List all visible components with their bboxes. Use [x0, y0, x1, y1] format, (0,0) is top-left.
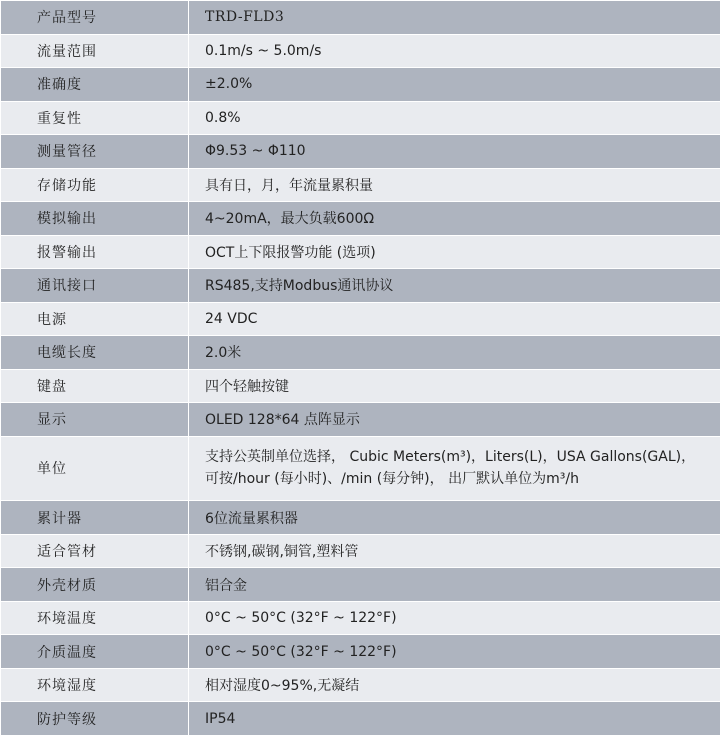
spec-row-housing-material — [1, 568, 721, 602]
spec-value: 24 VDC — [189, 302, 721, 336]
spec-value: 0°C ~ 50°C (32°F ~ 122°F) — [189, 601, 721, 635]
spec-row-alarm-output — [1, 235, 721, 269]
spec-value-line: 支持公英制单位选择， Cubic Meters(m³)，Liters(L)，USA Gallons(GAL)， — [205, 449, 696, 466]
spec-label: 外壳材质 — [1, 568, 189, 602]
spec-label: 适合管材 — [1, 534, 189, 568]
spec-value: 不锈钢,碳钢,铜管,塑料管 — [189, 534, 721, 568]
spec-row-medium-temp — [1, 635, 721, 669]
spec-row-comm-interface — [1, 269, 721, 303]
spec-row-pipe-diameter — [1, 135, 721, 169]
spec-row-units — [1, 436, 721, 501]
spec-row-pipe-material — [1, 534, 721, 568]
spec-row-totalizer — [1, 501, 721, 535]
spec-label: 模拟输出 — [1, 202, 189, 236]
spec-label: 准确度 — [1, 68, 189, 102]
spec-row-model — [1, 1, 721, 35]
spec-row-keypad — [1, 369, 721, 403]
spec-row-repeatability — [1, 101, 721, 135]
spec-value: 4~20mA，最大负载600Ω — [189, 202, 721, 236]
spec-value — [189, 436, 721, 501]
spec-value: 2.0米 — [189, 336, 721, 370]
spec-value: 四个轻触按键 — [189, 369, 721, 403]
spec-value: OCT上下限报警功能 (选项) — [189, 235, 721, 269]
spec-label: 电源 — [1, 302, 189, 336]
spec-value: 相对湿度0~95%,无凝结 — [189, 668, 721, 702]
spec-label: 键盘 — [1, 369, 189, 403]
spec-value-line: 可按/hour (每小时)、/min (每分钟)， 出厂默认单位为m³/h — [205, 471, 579, 488]
spec-label: 单位 — [1, 436, 189, 501]
spec-label: 通讯接口 — [1, 269, 189, 303]
spec-label: 显示 — [1, 403, 189, 437]
spec-value: RS485,支持Modbus通讯协议 — [189, 269, 721, 303]
spec-row-accuracy — [1, 68, 721, 102]
spec-label: 重复性 — [1, 101, 189, 135]
spec-value: OLED 128*64 点阵显示 — [189, 403, 721, 437]
spec-value: ±2.0% — [189, 68, 721, 102]
spec-value: 0°C ~ 50°C (32°F ~ 122°F) — [189, 635, 721, 669]
spec-label: 存储功能 — [1, 168, 189, 202]
spec-row-ambient-temp — [1, 601, 721, 635]
spec-value: 具有日，月，年流量累积量 — [189, 168, 721, 202]
spec-row-flow-range — [1, 34, 721, 68]
spec-value: TRD-FLD3 — [189, 1, 721, 35]
spec-value: 0.8% — [189, 101, 721, 135]
spec-value: 6位流量累积器 — [189, 501, 721, 535]
spec-label: 产品型号 — [1, 1, 189, 35]
spec-value: Φ9.53 ~ Φ110 — [189, 135, 721, 169]
spec-label: 累计器 — [1, 501, 189, 535]
spec-row-power — [1, 302, 721, 336]
spec-label: 电缆长度 — [1, 336, 189, 370]
spec-value: 0.1m/s ~ 5.0m/s — [189, 34, 721, 68]
spec-label: 测量管径 — [1, 135, 189, 169]
spec-value: IP54 — [189, 702, 721, 736]
spec-row-display — [1, 403, 721, 437]
spec-row-storage — [1, 168, 721, 202]
spec-label: 流量范围 — [1, 34, 189, 68]
spec-row-protection-rating — [1, 702, 721, 736]
spec-label: 介质温度 — [1, 635, 189, 669]
spec-row-analog-output — [1, 202, 721, 236]
spec-row-cable-length — [1, 336, 721, 370]
spec-label: 报警输出 — [1, 235, 189, 269]
spec-label: 环境温度 — [1, 601, 189, 635]
spec-value: 铝合金 — [189, 568, 721, 602]
spec-label: 环境湿度 — [1, 668, 189, 702]
spec-row-ambient-humidity — [1, 668, 721, 702]
spec-label: 防护等级 — [1, 702, 189, 736]
